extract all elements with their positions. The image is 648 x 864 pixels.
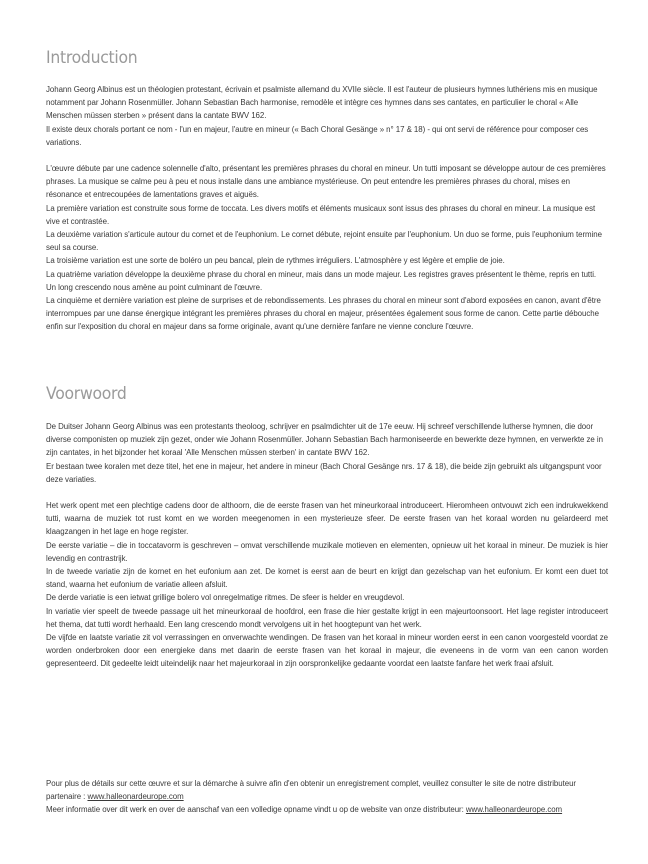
voorwoord-paragraph-8: De vijfde en laatste variatie zit vol verrassingen en onverwachte wendingen. De frasen van het koraal in mineur worden eerst in een canon voorgesteld voordat ze worden onderbroken door een energieke dans met daarin de eerste frasen van het koraal in majeur, die eveneens in de vorm van een canon worden gepresenteerd. Dit gedeelte leidt uiteindelijk naar het majeurkoraal in zijn oorspronkelijke gedaante voordat een laatste fanfare het werk fraai afsluit. — [46, 633, 608, 669]
intro-paragraph-8: La cinquième et dernière variation est pleine de surprises et de rebondissements. Les phrases du choral en mineur sont d'abord exposées en canon, avant d'être interrompues par une danse énergique intégrant les premières phrases du choral en majeur, présentées également sous forme de canon. Cette partie débouche enfin sur l'exposition du choral en majeur dans sa forme originale, avant qu'une dernière fanfare ne vienne conclure l'œuvre. — [46, 296, 601, 332]
intro-paragraph-3: L'œuvre débute par une cadence solennelle d'alto, présentant les premières phrases du choral en mineur. Un tutti imposant se développe autour de ces premières phrases. La musique se calme peu à peu et nous installe dans une ambiance mystérieuse. On peut entendre les premières phrases du choral, mises en résonance et entrecoupées de lamentations graves et aiguës. — [46, 164, 606, 200]
intro-paragraph-6: La troisième variation est une sorte de boléro un peu bancal, plein de rythmes irréguliers. L'atmosphère y est légère et emplie de joie. — [46, 256, 505, 266]
footer-notes — [46, 777, 608, 817]
introduction-body — [46, 83, 608, 334]
intro-paragraph-2: Il existe deux chorals portant ce nom - l'un en majeur, l'autre en mineur (« Bach Choral Gesänge » n° 17 & 18) - qui ont servi de référence pour composer ces variations. — [46, 124, 589, 147]
voorwoord-paragraph-6: De derde variatie is een ietwat grillige bolero vol onregelmatige ritmes. De sfeer is helder en vreugdevol. — [46, 593, 405, 603]
intro-paragraph-7: La quatrième variation développe la deuxième phrase du choral en mineur, mais dans un mode majeur. Les registres graves présentent le thème, repris en tutti. Un long crescendo nous amène au point culminant de l'œuvre. — [46, 269, 597, 292]
paragraph-gap — [46, 149, 608, 162]
intro-paragraph-5: La deuxième variation s'articule autour du cornet et de l'euphonium. Le cornet débute, rejoint ensuite par l'euphonium. Un duo se forme, puis l'euphonium termine seul sa course. — [46, 230, 602, 253]
footer-french-note — [46, 777, 608, 803]
voorwoord-body — [46, 420, 608, 671]
voorwoord-paragraph-1: De Duitser Johann Georg Albinus was een protestants theoloog, schrijver en psalmdichter uit de 17e eeuw. Hij schreef verschillende lutherse hymnen, die door diverse componisten op muziek zijn gezet, onder wie Johann Rosenmüller. Johann Sebastian Bach harmoniseerde en bewerkte deze hymnen, en verwerkte ze in zijn cantates, in het bijzonder het koraal 'Alle Menschen müssen sterben' in cantate BWV 162. — [46, 422, 603, 458]
voorwoord-heading: Voorwoord — [46, 384, 127, 404]
intro-paragraph-1: Johann Georg Albinus est un théologien protestant, écrivain et psalmiste allemand du XVIIe siècle. Il est l'auteur de plusieurs hymnes luthériens mis en musique notamment par Johann Rosenmüller. Johann Sebastian Bach harmonise, remodèle et intègre ces hymnes dans ses cantates, en particulier le choral « Alle Menschen müssen sterben » présent dans la cantate BWV 162. — [46, 85, 598, 121]
distributor-link-nl[interactable]: www.halleonardeurope.com — [465, 805, 563, 815]
voorwoord-paragraph-4: De eerste variatie – die in toccatavorm is geschreven – omvat verschillende muzikale motieven en elementen, opnieuw uit het koraal in mineur. De muziek is hier levendig en contrastrijk. — [46, 540, 608, 563]
introduction-heading: Introduction — [46, 48, 138, 68]
voorwoord-paragraph-2: Er bestaan twee koralen met deze titel, het ene in majeur, het andere in mineur (Bach Choral Gesänge nrs. 17 & 18), die beide zijn gebruikt als uitgangspunt voor deze variaties. — [46, 461, 602, 484]
footer-dutch-note — [46, 803, 608, 816]
voorwoord-paragraph-5: In de tweede variatie zijn de kornet en het eufonium aan zet. De kornet is eerst aan de beurt en krijgt dan gezelschap van het eufonium. Er komt een duet tot stand, waarna het eufonium de variatie alleen afsluit. — [46, 567, 608, 590]
footer-french-text: Pour plus de détails sur cette œuvre et sur la démarche à suivre afin d'en obtenir un enregistrement complet, veuillez consulter le site de notre distributeur partenaire : — [46, 779, 577, 802]
intro-paragraph-4: La première variation est construite sous forme de toccata. Les divers motifs et éléments musicaux sont issus des phrases du choral en mineur. La musique est vive et contrastée. — [46, 203, 596, 226]
voorwoord-paragraph-7: In variatie vier speelt de tweede passage uit het mineurkoraal de hoofdrol, een frase die hier gestalte krijgt in een majeurtoonsoort. Het lage register introduceert het thema, dat tutti wordt herhaald. Een lang crescendo mondt vervolgens uit in het hoogtepunt van het werk. — [46, 606, 608, 629]
footer-dutch-text: Meer informatie over dit werk en over de aanschaf van een volledige opname vindt u op de website van onze distributeur: — [46, 805, 466, 815]
voorwoord-paragraph-3: Het werk opent met een plechtige cadens door de althoorn, die de eerste frasen van het mineurkoraal introduceert. Hieromheen ontvouwt zich een indrukwekkend tutti, waarna de muziek tot rust komt en we worden meegenomen in een mysterieuze sfeer. De eerste frasen van het koraal worden nu geïardeerd met klaagzangen in het lage en hoge register. — [46, 501, 608, 537]
paragraph-gap — [46, 486, 608, 499]
distributor-link-fr[interactable]: www.halleonardeurope.com — [87, 792, 184, 802]
